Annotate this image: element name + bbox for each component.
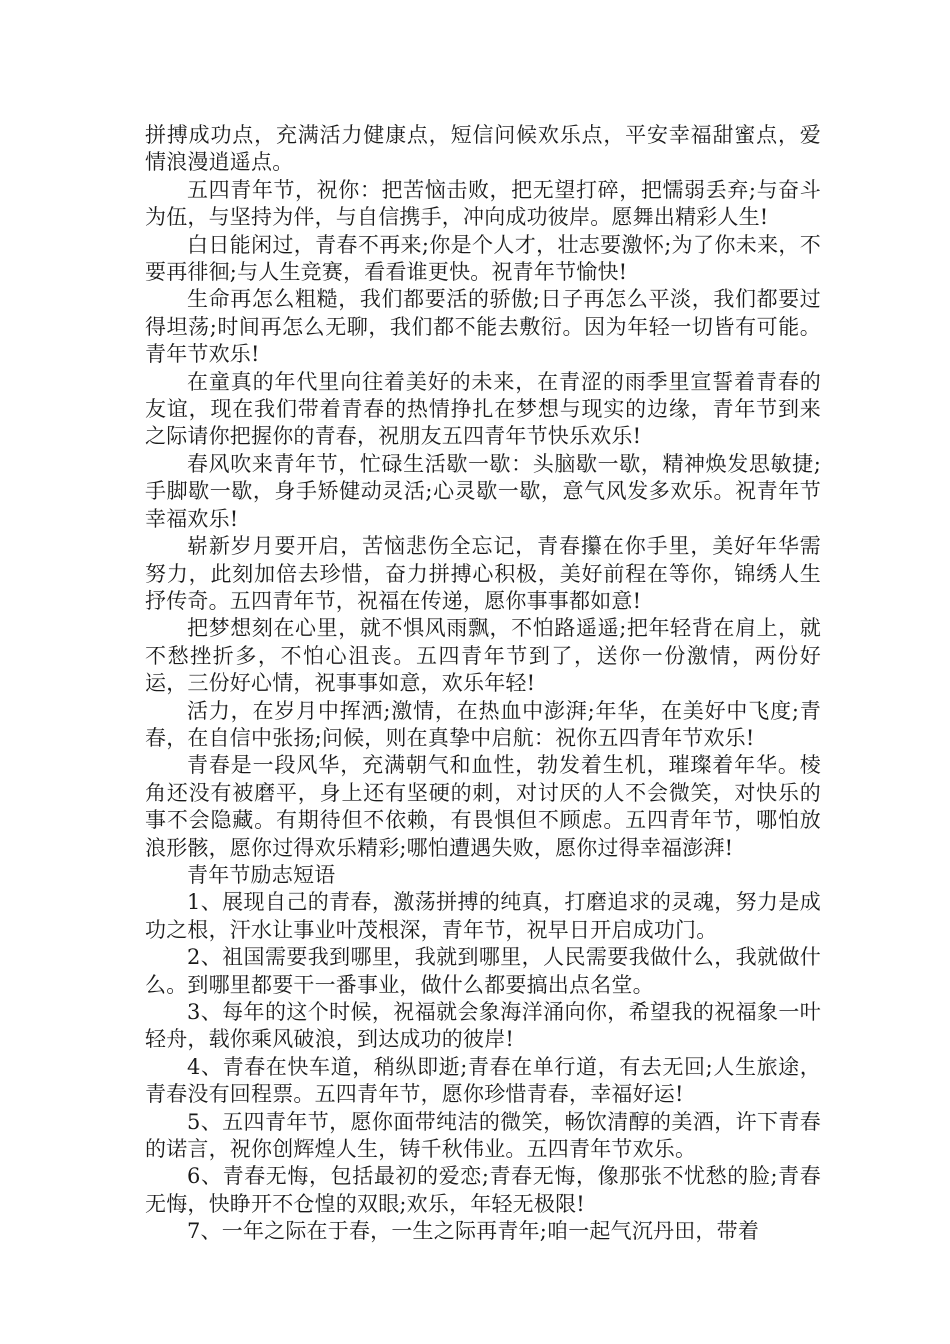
paragraph: 春风吹来青年节，忙碌生活歇一歇：头脑歇一歇，精神焕发思敏捷;手脚歇一歇，身手矫健动灵活;心灵歇一歇，意气风发多欢乐。祝青年节幸福欢乐! (145, 451, 821, 531)
paragraph-continuation: 拼搏成功点，充满活力健康点，短信问候欢乐点，平安幸福甜蜜点，爱情浪漫逍遥点。 (145, 123, 821, 175)
paragraph: 活力，在岁月中挥洒;激情，在热血中澎湃;年华，在美好中飞度;青春，在自信中张扬;问候，则在真挚中启航：祝你五四青年节欢乐! (145, 698, 821, 750)
paragraph: 把梦想刻在心里，就不惧风雨飘，不怕路遥遥;把年轻背在肩上，就不愁挫折多，不怕心沮丧。五四青年节到了，送你一份激情，两份好运，三份好心情，祝事事如意，欢乐年轻! (145, 616, 821, 696)
paragraph: 青春是一段风华，充满朝气和血性，勃发着生机，璀璨着年华。棱角还没有被磨平，身上还有坚硬的刺，对讨厌的人不会微笑，对快乐的事不会隐藏。有期待但不依赖，有畏惧但不顾虑。五四青年节，哪怕放浪形骸，愿你过得欢乐精彩;哪怕遭遇失败，愿你过得幸福澎湃! (145, 753, 821, 860)
list-item: 4、青春在快车道，稍纵即逝;青春在单行道，有去无回;人生旅途，青春没有回程票。五四青年节，愿你珍惜青春，幸福好运! (145, 1054, 821, 1107)
list-item: 2、祖国需要我到哪里，我就到哪里，人民需要我做什么，我就做什么。到哪里都要干一番事业，做什么都要搞出点名堂。 (145, 945, 821, 997)
paragraph: 在童真的年代里向往着美好的未来，在青涩的雨季里宣誓着青春的友谊，现在我们带着青春的热情挣扎在梦想与现实的边缘，青年节到来之际请你把握你的青春，祝朋友五四青年节快乐欢乐! (145, 369, 821, 449)
paragraph: 崭新岁月要开启，苦恼悲伤全忘记，青春攥在你手里，美好年华需努力，此刻加倍去珍惜，奋力拼搏心积极，美好前程在等你，锦绣人生抒传奇。五四青年节，祝福在传递，愿你事事都如意! (145, 534, 821, 613)
list-item: 3、每年的这个时候，祝福就会象海洋涌向你，希望我的祝福象一叶轻舟，载你乘风破浪，到达成功的彼岸! (145, 1000, 821, 1052)
paragraph: 白日能闲过，青春不再来;你是个人才，壮志要激怀;为了你未来，不要再徘徊;与人生竞赛，看看谁更快。祝青年节愉快! (145, 232, 821, 285)
list-item: 6、青春无悔，包括最初的爱恋;青春无悔，像那张不忧愁的脸;青春无悔，快睁开不仓惶的双眼;欢乐，年轻无极限! (145, 1164, 821, 1216)
paragraph: 五四青年节，祝你：把苦恼击败，把无望打碎，把懦弱丢弃;与奋斗为伍，与坚持为伴，与自信携手，冲向成功彼岸。愿舞出精彩人生! (145, 177, 821, 230)
list-item: 5、五四青年节，愿你面带纯洁的微笑，畅饮清醇的美酒，许下青春的诺言，祝你创辉煌人生，铸千秋伟业。五四青年节欢乐。 (145, 1109, 821, 1162)
paragraph: 生命再怎么粗糙，我们都要活的骄傲;日子再怎么平淡，我们都要过得坦荡;时间再怎么无聊，我们都不能去敷衍。因为年轻一切皆有可能。青年节欢乐! (145, 287, 821, 367)
list-item: 1、展现自己的青春，激荡拼搏的纯真，打磨追求的灵魂，努力是成功之根，汗水让事业叶茂根深，青年节，祝早日开启成功门。 (145, 890, 821, 942)
list-item: 7、一年之际在于春，一生之际再青年;咱一起气沉丹田，带着 (187, 1219, 760, 1244)
section-heading: 青年节励志短语 (187, 862, 336, 887)
document-body (145, 122, 821, 1246)
